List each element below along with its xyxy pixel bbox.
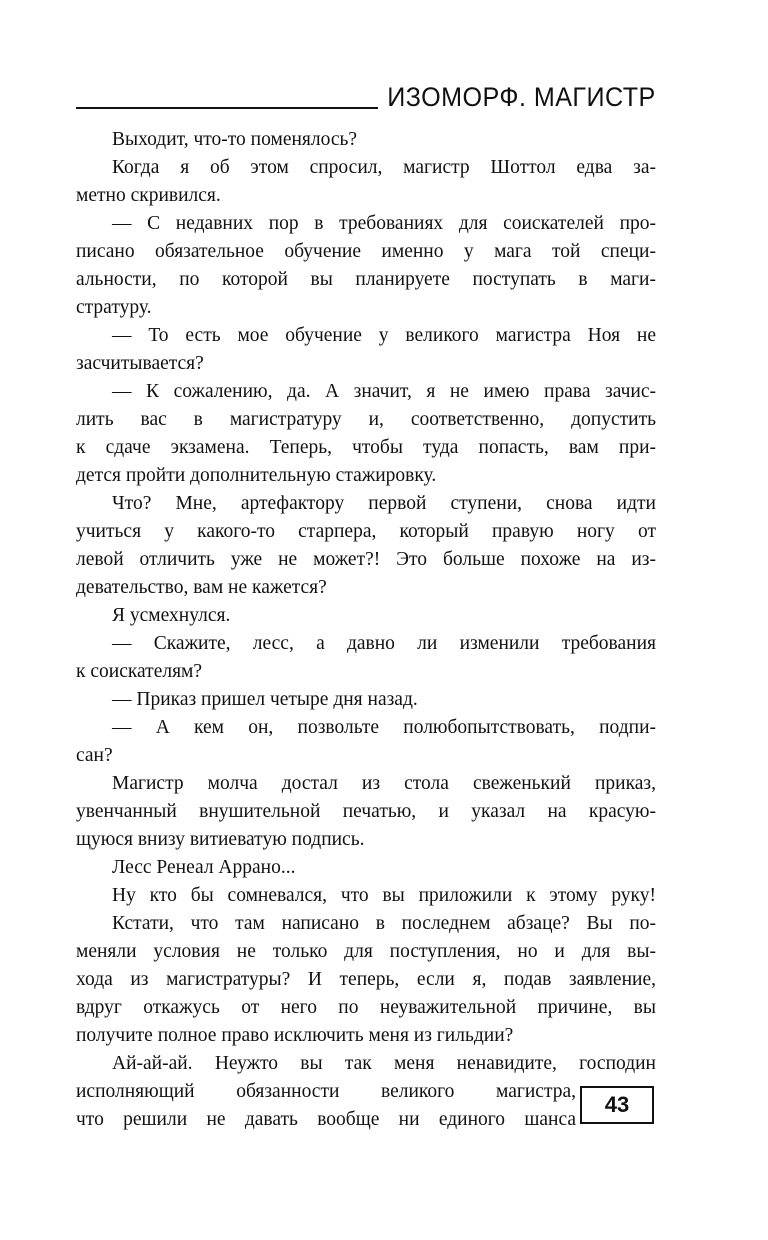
text-line: писано обязательное обучение именно у мага той специ- bbox=[76, 241, 656, 262]
text-line: Что? Мне, артефактору первой ступени, снова идти bbox=[112, 493, 656, 514]
text-line: Ну кто бы сомневался, что вы приложили к этому руку! bbox=[112, 885, 656, 906]
text-line: Кстати, что там написано в последнем абзаце? Вы по- bbox=[112, 913, 656, 934]
text-line: Лесс Ренеал Аррано... bbox=[112, 857, 296, 878]
page-number: 43 bbox=[580, 1086, 654, 1124]
text-line: Выходит, что-то поменялось? bbox=[112, 129, 358, 150]
text-line: дется пройти дополнительную стажировку. bbox=[76, 465, 437, 486]
text-line: левой отличить уже не может?! Это больше похоже на из- bbox=[76, 549, 656, 570]
text-line: лить вас в магистратуру и, соответственно, допустить bbox=[76, 409, 656, 430]
text-line: щуюся внизу витиеватую подпись. bbox=[76, 829, 365, 850]
text-line: учиться у какого-то старпера, который правую ногу от bbox=[76, 521, 656, 542]
text-line: вдруг откажусь от него по неуважительной причине, вы bbox=[76, 997, 656, 1018]
text-line: меняли условия не только для поступления, но и для вы- bbox=[76, 941, 656, 962]
text-line: к сдаче экзамена. Теперь, чтобы туда попасть, вам при- bbox=[76, 437, 656, 458]
text-line: — Приказ пришел четыре дня назад. bbox=[112, 689, 418, 710]
text-line: — С недавних пор в требованиях для соискателей про- bbox=[112, 213, 656, 234]
text-line: засчитывается? bbox=[76, 353, 204, 374]
text-line: Я усмехнулся. bbox=[112, 605, 231, 626]
text-line: альности, по которой вы планируете поступать в маги- bbox=[76, 269, 656, 290]
text-line: — А кем он, позвольте полюбопытствовать, подпи- bbox=[112, 717, 656, 738]
text-line: к соискателям? bbox=[76, 661, 203, 682]
text-line: получите полное право исключить меня из гильдии? bbox=[76, 1025, 514, 1046]
text-line: — То есть мое обучение у великого магистра Ноя не bbox=[112, 325, 656, 346]
text-line: Магистр молча достал из стола свеженький приказ, bbox=[112, 773, 656, 794]
text-line: девательство, вам не кажется? bbox=[76, 577, 327, 598]
text-line: — Скажите, лесс, а давно ли изменили требования bbox=[112, 633, 656, 654]
header-title: ИЗОМОРФ. МАГИСТР bbox=[387, 82, 656, 112]
header-rule bbox=[76, 107, 378, 109]
text-line: стратуру. bbox=[76, 297, 152, 318]
text-line: что решили не давать вообще ни единого шанса bbox=[76, 1109, 576, 1130]
text-line: исполняющий обязанности великого магистра, bbox=[76, 1081, 576, 1102]
text-line: увенчанный внушительной печатью, и указал на красую- bbox=[76, 801, 656, 822]
text-line: метно скривился. bbox=[76, 185, 221, 206]
body-text bbox=[76, 126, 656, 1134]
text-line: — К сожалению, да. А значит, я не имею права зачис- bbox=[112, 381, 656, 402]
text-line: Ай-ай-ай. Неужто вы так меня ненавидите, господин bbox=[112, 1053, 656, 1074]
text-line: Когда я об этом спросил, магистр Шоттол едва за- bbox=[112, 157, 656, 178]
text-line: сан? bbox=[76, 745, 113, 766]
text-line: хода из магистратуры? И теперь, если я, подав заявление, bbox=[76, 969, 656, 990]
running-header bbox=[76, 82, 656, 112]
